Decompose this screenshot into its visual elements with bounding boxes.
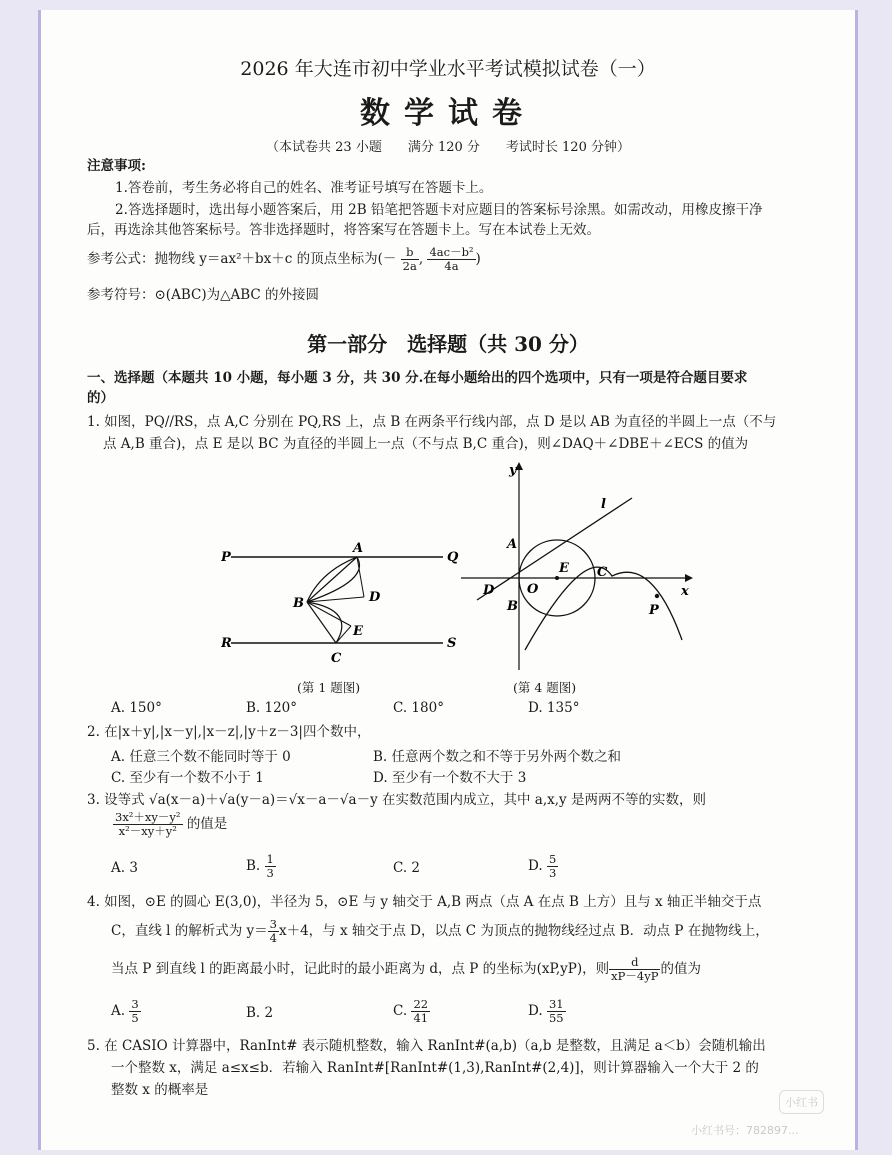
- fig1-label-R: R: [221, 636, 232, 651]
- watermark-id: 小红书号：782897...: [691, 1124, 799, 1137]
- fig4-label-C: C: [597, 565, 608, 580]
- q5-line-2: 一个整数 x，满足 a≤x≤b．若输入 RanInt#[RanInt#(1,3),RanInt#(2,4)]，则计算器输入一个大于 2 的: [111, 1060, 759, 1076]
- fig4-label-P: P: [649, 603, 659, 618]
- fig1-label-Q: Q: [447, 550, 459, 565]
- q4-line-2: C，直线 l 的解析式为 y＝ $\frac{3}{4}$ x＋4，与 x 轴交于点 D，以点 C 为顶点的抛物线经过点 B．动点 P 在抛物线上，: [111, 917, 769, 945]
- q2-stem: 2. 在|x＋y|,|x－y|,|x－z|,|y＋z－3|四个数中，: [87, 724, 371, 740]
- section-intro-b: 的）: [87, 390, 114, 406]
- q1-line-1: 1. 如图，PQ//RS，点 A,C 分别在 PQ,RS 上，点 B 在两条平行线内部，点 D 是以 AB 为直径的半圆上一点（不与: [87, 414, 777, 430]
- fig4-label-l: l: [601, 497, 606, 512]
- q3-option-d: D. $\frac{5}{3}$: [528, 852, 557, 880]
- q2-option-c: C. 至少有一个数不小于 1: [111, 770, 264, 786]
- q2-option-b: B. 任意两个数之和不等于另外两个数之和: [373, 749, 622, 765]
- fig1-label-P: P: [221, 550, 231, 565]
- q5-line-1: 5. 在 CASIO 计算器中，RanInt# 表示随机整数，输入 RanInt#(a,b)（a,b 是整数，且满足 a＜b）会随机输出: [87, 1038, 766, 1054]
- figure-4: [457, 460, 693, 680]
- exam-info: （本试卷共 23 小题 满分 120 分 考试时长 120 分钟）: [266, 140, 630, 155]
- section-intro-a: 一、选择题（本题共 10 小题，每小题 3 分，共 30 分.在每小题给出的四个选项中，只有一项是符合题目要求: [87, 370, 748, 386]
- q3-option-c: C. 2: [393, 860, 421, 876]
- q3-expression: $\frac{\text{3x²＋xy－y²}}{\text{x²－xy＋y²}}$ 的值是: [115, 810, 228, 838]
- figure-1: [221, 540, 461, 680]
- q4-option-c: C. $\frac{22}{41}$: [393, 997, 429, 1025]
- q1-option-c: C. 180°: [393, 700, 444, 716]
- q4-line-3: 当点 P 到直线 l 的距离最小时，记此时的最小距离为 d，点 P 的坐标为(xP,yP)，则 $\frac{d}{xP-4yP}$ 的值为: [111, 955, 701, 983]
- fig4-label-x: x: [681, 584, 689, 599]
- fig1-caption: (第 1 题图): [297, 680, 361, 695]
- reference-formula: 参考公式：抛物线 y＝ax²＋bx＋c 的顶点坐标为(－ $\frac{b}{2a}$ , $\frac{\text{4ac－b²}}{4a}$ ): [87, 245, 481, 273]
- fig1-label-B: B: [293, 596, 304, 611]
- notes-heading: 注意事项:: [87, 158, 146, 174]
- reference-symbol: 参考符号：⊙(ABC)为△ABC 的外接圆: [87, 287, 320, 303]
- fig4-caption: (第 4 题图): [513, 680, 577, 695]
- fig4-label-E: E: [559, 561, 569, 576]
- fig1-label-C: C: [331, 651, 342, 666]
- q4-option-d: D. $\frac{31}{55}$: [528, 997, 564, 1025]
- fig4-label-O: O: [527, 582, 539, 597]
- fig1-label-S: S: [447, 636, 457, 651]
- watermark-badge: 小红书: [779, 1090, 824, 1114]
- notes-item-1: 1.答卷前，考生务必将自己的姓名、准考证号填写在答题卡上。: [115, 180, 493, 196]
- exam-title: 2026 年大连市初中学业水平考试模拟试卷（一）: [240, 58, 656, 80]
- notes-item-2b: 后，再选涂其他答案标号。答非选择题时，将答案写在答题卡上。写在本试卷上无效。: [87, 222, 600, 238]
- q1-line-2: 点 A,B 重合)，点 E 是以 BC 为直径的半圆上一点（不与点 B,C 重合)，则∠DAQ＋∠DBE＋∠ECS 的值为: [103, 436, 749, 452]
- q4-option-a: A. $\frac{3}{5}$: [111, 997, 139, 1025]
- q2-option-a: A. 任意三个数不能同时等于 0: [111, 749, 291, 765]
- q2-option-d: D. 至少有一个数不大于 3: [373, 770, 527, 786]
- q1-option-d: D. 135°: [528, 700, 580, 716]
- q1-option-b: B. 120°: [246, 700, 298, 716]
- q3-stem: 3. 设等式 √a(x－a)＋√a(y－a)＝√x－a－√a－y 在实数范围内成立，其中 a,x,y 是两两不等的实数，则: [87, 792, 706, 808]
- q5-line-3: 整数 x 的概率是: [111, 1082, 209, 1098]
- q1-option-a: A. 150°: [111, 700, 162, 716]
- fig1-label-E: E: [353, 624, 363, 639]
- q3-option-b: B. $\frac{1}{3}$: [246, 852, 274, 880]
- q4-option-b: B. 2: [246, 1005, 274, 1021]
- part1-title: 第一部分 选择题（共 30 分）: [307, 332, 589, 356]
- fig4-label-B: B: [507, 599, 518, 614]
- subject-title: 数学试卷: [360, 96, 536, 131]
- q4-line-1: 4. 如图，⊙E 的圆心 E(3,0)，半径为 5，⊙E 与 y 轴交于 A,B 两点（点 A 在点 B 上方）且与 x 轴正半轴交于点: [87, 894, 762, 910]
- fig1-label-A: A: [353, 541, 364, 556]
- fig4-label-D: D: [483, 583, 495, 598]
- q3-option-a: A. 3: [111, 860, 138, 876]
- exam-page: [38, 10, 858, 1150]
- fig4-label-A: A: [507, 537, 518, 552]
- fig1-label-D: D: [369, 590, 381, 605]
- notes-item-2a: 2.答选择题时，选出每小题答案后，用 2B 铅笔把答题卡对应题目的答案标号涂黑。如需改动，用橡皮擦干净: [115, 202, 763, 218]
- fig4-label-y: y: [509, 463, 517, 478]
